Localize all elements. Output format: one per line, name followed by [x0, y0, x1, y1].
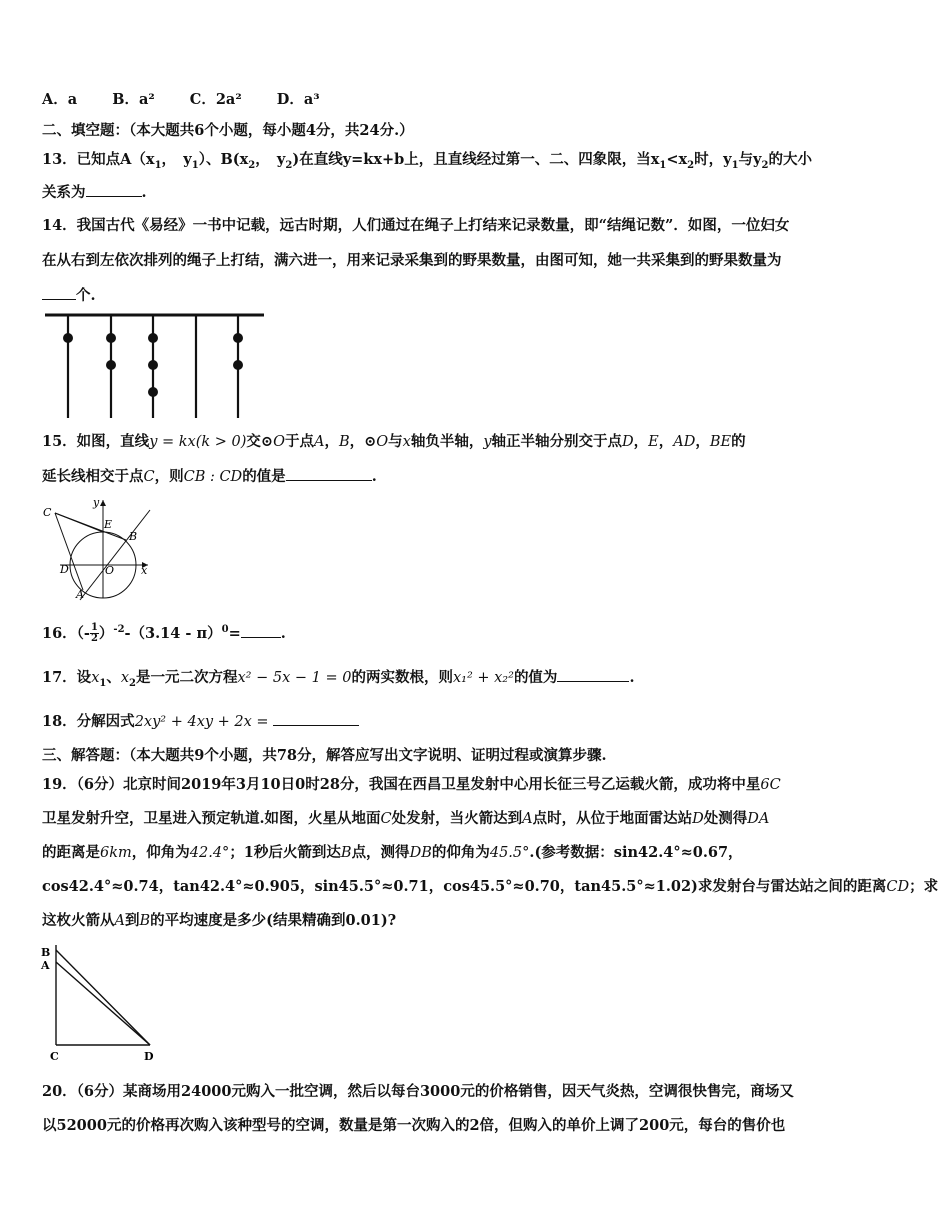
q13-text: ， y — [161, 151, 192, 168]
q19-text: 点，测得 — [351, 844, 410, 861]
q17-subscript: 1 — [99, 677, 107, 689]
option-b: B．a² — [112, 91, 155, 108]
q13-text: <x — [666, 151, 688, 168]
q17-text: 的两实数根，则 — [351, 669, 453, 686]
q15-var: O — [376, 434, 389, 450]
q17-text: 17．设 — [42, 669, 92, 686]
q19-text: 的仰角为 — [431, 844, 490, 861]
label-y: y — [93, 496, 100, 509]
q20-line1: 20．（6分）某商场用24000元购入一批空调，然后以每台3000元的价格销售，因天气炎热，空调很快售完，商场又 — [42, 1083, 794, 1100]
section-2-heading: 二、填空题：（本大题共6个小题，每小题4分，共24分.） — [42, 122, 414, 139]
line-ad — [56, 962, 150, 1045]
q19-var: A — [114, 913, 125, 929]
q15-var: BE — [709, 434, 732, 450]
q16-text: 16．（- — [42, 624, 90, 642]
label-a: A — [41, 959, 50, 972]
q13-text: ）、B(x — [198, 151, 249, 168]
q15-text: 于点 — [284, 433, 314, 450]
section-3-heading: 三、解答题：（本大题共9个小题，共78分，解答应写出文字说明、证明过程或演算步骤. — [42, 747, 607, 764]
q13-text: . — [141, 184, 147, 201]
q19-text: 点时，从位于地面雷达站 — [532, 810, 693, 827]
q14-line1: 14．我国古代《易经》一书中记载，远古时期，人们通过在绳子上打结来记录数量，即“结绳记数”．如图，一位妇女 — [42, 217, 790, 234]
q14-line2: 在从右到左依次排列的绳子上打结，满六进一，用来记录采集到的野果数量，由图可知，她一共采集到的野果数量为 — [42, 252, 782, 269]
q15-text: ， — [324, 433, 339, 450]
q16-text: = — [228, 624, 241, 642]
q15-ratio: CB : CD — [183, 469, 243, 485]
q17-subscript: 2 — [129, 677, 136, 689]
label-d: D — [144, 1050, 154, 1063]
q13-text: 关系为 — [42, 184, 86, 201]
q15-var: y — [483, 434, 492, 450]
q15-text: ， — [633, 433, 649, 450]
q19-var: DB — [409, 845, 432, 861]
label-e: E — [104, 518, 113, 531]
option-c: C．2a² — [189, 91, 242, 108]
q14-text: 个. — [76, 287, 96, 304]
fraction-denominator: 2 — [90, 633, 98, 645]
q19-var: 45.5° — [489, 845, 530, 861]
q19-text: .(参考数据：sin42.4°≈0.67， — [529, 844, 743, 861]
q16-text: -（3.14 - π） — [124, 624, 222, 642]
q17-text: . — [629, 669, 635, 686]
q16-exponent: 0 — [221, 624, 229, 635]
q15-text: 轴负半轴， — [410, 433, 484, 450]
q17-var: x — [120, 670, 130, 686]
q19-var: DA — [747, 811, 770, 827]
q15-var: E — [648, 434, 659, 450]
q19-text: 的平均速度是多少(结果精确到0.01)? — [150, 912, 397, 929]
q19-var: CD — [886, 879, 910, 895]
q19-var: C — [380, 811, 392, 827]
q15-var: x — [402, 434, 411, 450]
option-a: A．a — [42, 91, 78, 108]
q19-var: B — [340, 845, 352, 861]
q15-text: 交⊙ — [246, 433, 274, 450]
q19-text: 19．（6分）北京时间2019年3月10日0时28分，我国在西昌卫星发射中心用长征三号乙运载火箭，成功将中星 — [42, 776, 761, 793]
q19-text: cos42.4°≈0.74，tan42.4°≈0.905，sin45.5°≈0.71，cos45.5°≈0.70，tan45.5°≈1.02)求发射台与雷达站之间的距离 — [42, 878, 887, 895]
q17-text: 是一元二次方程 — [136, 669, 238, 686]
q17-text: 、 — [106, 669, 121, 686]
q16-text: ） — [98, 624, 114, 642]
q19-text: 这枚火箭从 — [42, 912, 115, 929]
q15-text: 与 — [388, 433, 403, 450]
q15-text: . — [371, 468, 377, 485]
label-o: O — [105, 564, 115, 577]
q13-text: 13．已知点A（x — [42, 151, 155, 168]
label-x: x — [141, 564, 148, 577]
q15-text: 15．如图，直线 — [42, 433, 150, 450]
q17-equation: x² − 5x − 1 = 0 — [237, 670, 352, 686]
label-d: D — [60, 563, 69, 576]
q17-expression: x₁² + x₂² — [452, 670, 514, 686]
q15-text: ，则 — [154, 468, 184, 485]
q19-text: 的距离是 — [42, 844, 100, 861]
q15-text: ，⊙ — [349, 433, 377, 450]
q19-var: 6C — [760, 777, 781, 793]
q19-text: 卫星发射升空，卫星进入预定轨道.如图，火星从地面 — [42, 810, 381, 827]
q15-var: C — [143, 469, 155, 485]
q18-text: 18．分解因式 — [42, 713, 135, 730]
q19-text: 处测得 — [703, 810, 748, 827]
q13-text: 时，y — [694, 151, 732, 168]
q15-var: AD — [673, 434, 696, 450]
q13-text: )在直线y=kx+b上，且直线经过第一、二、四象限，当x — [292, 151, 660, 168]
label-c: C — [50, 1050, 59, 1063]
q13-line1: 13．已知点$A(x_1$， $y_1$）、$B(x_2$， $y_2$)在直线y=kx+b上，且直线经过第一、二、四象限，当$x_1<x_2$时，$y_1$与$y_2$的大小 — [42, 151, 812, 171]
q15-text: 轴正半轴分别交于点 — [491, 433, 623, 450]
label-a: A — [76, 588, 84, 601]
q15-text: 的值是 — [242, 468, 286, 485]
q19-var: A — [522, 811, 533, 827]
q19-text: 处发射，当火箭达到 — [391, 810, 523, 827]
fraction-numerator: 1 — [90, 622, 98, 634]
q19-text: ，仰角为 — [131, 844, 190, 861]
q19-text: 到 — [124, 912, 140, 929]
label-b: B — [41, 946, 51, 959]
q19-var: 6km — [100, 845, 132, 861]
q19-var: 42.4° — [189, 845, 230, 861]
option-d: D．a³ — [276, 91, 320, 108]
q15-text: 的 — [731, 433, 746, 450]
q19-var: B — [139, 913, 151, 929]
label-b: B — [129, 530, 138, 543]
q16-text: . — [280, 624, 286, 642]
q19-text: ；求 — [909, 878, 938, 895]
q13-text: 与y — [738, 151, 762, 168]
q15-text: ， — [695, 433, 710, 450]
q18-expression: 2xy² + 4xy + 2x = — [134, 714, 269, 730]
q13-text: ， y — [255, 151, 286, 168]
q16-exponent: -2 — [113, 624, 125, 635]
q19-var: D — [692, 811, 704, 827]
q15-text: 延长线相交于点 — [42, 468, 144, 485]
line-bd — [56, 950, 150, 1045]
q15-equation: y = kx(k > 0) — [149, 434, 247, 450]
q19-text: ；1秒后火箭到达 — [229, 844, 341, 861]
q13-text: 的大小 — [768, 151, 812, 168]
q17-text: 的值为 — [513, 669, 558, 686]
label-c: C — [43, 506, 52, 519]
q17-var: x — [91, 670, 100, 686]
q15-var: B — [338, 434, 350, 450]
q15-var: A — [313, 434, 325, 450]
q20-line2: 以52000元的价格再次购入该种型号的空调，数量是第一次购入的2倍，但购入的单价上调了200元，每台的售价也 — [42, 1117, 786, 1134]
q15-var: D — [622, 434, 634, 450]
q15-var: O — [273, 434, 285, 450]
q15-text: ， — [658, 433, 674, 450]
